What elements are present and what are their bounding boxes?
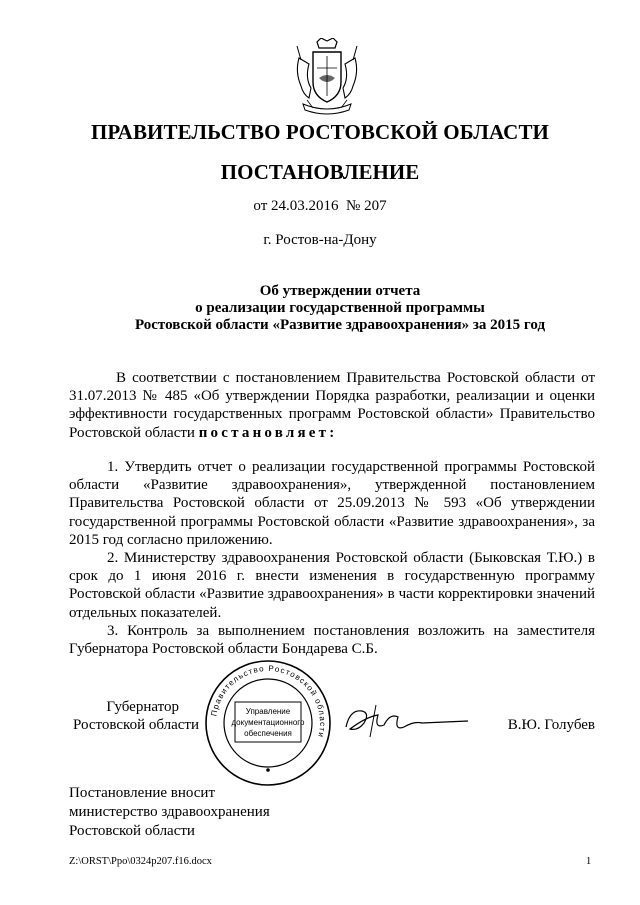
preamble-paragraph: В соответствии с постановлением Правительства Ростовской области от 31.07.2013 № 485 «Об утверждении Порядка разработки, реализации и оценки эффективности государственных программ Ростовской области» Правительство Ростовской области постановляет: — [69, 370, 595, 441]
government-name: ПРАВИТЕЛЬСТВО РОСТОВСКОЙ ОБЛАСТИ — [91, 120, 549, 144]
document-city: г. Ростов-на-Дону — [263, 232, 377, 248]
stamp-ring-text: Правительство Ростовской области — [209, 663, 328, 740]
stamp-inner-line: обеспечения — [244, 729, 292, 738]
document-date-number: от 24.03.2016 № 207 — [253, 198, 387, 214]
position-line: Ростовской области — [73, 717, 199, 733]
handwritten-signature — [340, 695, 470, 745]
signatory-name: В.Ю. Голубев — [507, 717, 595, 733]
signatory-position — [69, 698, 199, 734]
stamp-inner-line: Управление — [245, 707, 291, 716]
position-line: Губернатор — [106, 699, 179, 715]
document-title — [80, 283, 600, 334]
coat-of-arms-icon — [293, 38, 361, 118]
decree-items — [69, 458, 595, 658]
title-line: Ростовской области «Развитие здравоохранения» за 2015 год — [134, 317, 546, 333]
decree-item: 3. Контроль за выполнением постановления возложить на заместителя Губернатора Ростовской области Бондарева С.Б. — [69, 622, 595, 658]
page-number: 1 — [586, 856, 592, 867]
title-line: о реализации государственной программы — [195, 300, 485, 316]
note-line: Постановление вносит — [69, 785, 216, 801]
decree-item: 1. Утвердить отчет о реализации государственной программы Ростовской области «Развитие здравоохранения», утвержденной постановлением Правительства Ростовской области от 25.09.2013 № 593 «Об утверждении государственной программы Ростовской области «Развитие здравоохранения», за 2015 год согласно приложению. — [69, 459, 595, 548]
title-line: Об утверждении отчета — [259, 283, 421, 299]
document-type: ПОСТАНОВЛЕНИЕ — [220, 160, 420, 184]
note-line: министерство здравоохранения — [69, 804, 270, 820]
note-line: Ростовской области — [69, 823, 195, 839]
decree-item: 2. Министерству здравоохранения Ростовской области (Быковская Т.Ю.) в срок до 1 июня 2016 г. внести изменения в государственную программу Ростовской области «Развитие здравоохранения» в части корректировки значений отдельных показателей. — [69, 550, 595, 621]
submitter-note — [69, 784, 270, 841]
stamp-inner-line: документационного — [231, 718, 305, 727]
official-stamp — [203, 658, 333, 788]
file-path: Z:\ORST\Ppo\0324p207.f16.docx — [69, 856, 212, 867]
decree-keyword: постановляет: — [198, 424, 338, 441]
